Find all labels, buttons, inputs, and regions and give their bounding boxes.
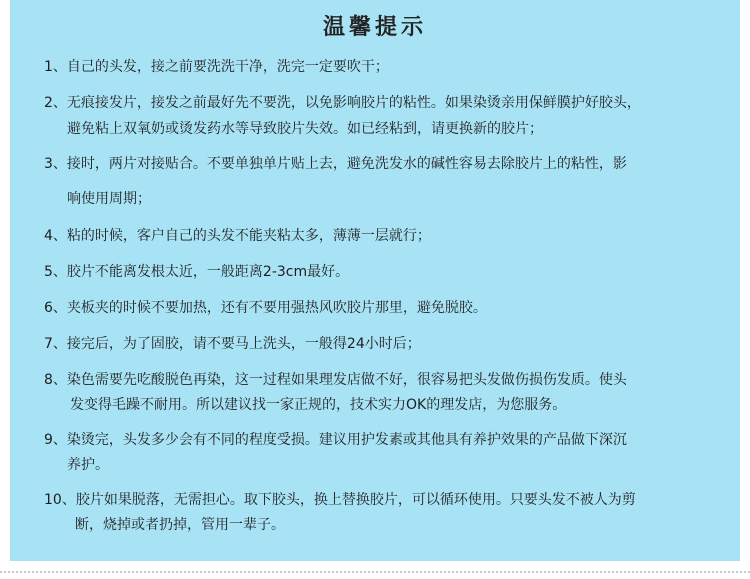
notice-line: 6、夹板夹的时候不要加热，还有不要用强热风吹胶片那里，避免脱胶。 <box>44 300 487 316</box>
notice-line: 1、自己的头发，接之前要洗洗干净，洗完一定要吹干； <box>44 59 389 75</box>
notice-line: 9、染烫完，头发多少会有不同的程度受损。建议用护发素或其他具有养护效果的产品做下深沉 <box>44 432 627 448</box>
notice-line: 8、染色需要先吃酸脱色再染，这一过程如果理发店做不好，很容易把头发做伤损伤发质。使头 <box>44 372 627 388</box>
notice-title: 温馨提示 <box>322 14 427 40</box>
notice-line: 5、胶片不能离发根太近，一般距离2-3cm最好。 <box>44 264 350 280</box>
notice-line: 响使用周期； <box>67 191 151 207</box>
notice-line: 2、无痕接发片，接发之前最好先不要洗，以免影响胶片的粘性。如果染烫亲用保鲜膜护好胶头， <box>44 95 641 111</box>
notice-line: 避免粘上双氧奶或烫发药水等导致胶片失效。如已经粘到，请更换新的胶片； <box>67 121 543 137</box>
notice-panel <box>10 0 740 561</box>
notice-line: 断，烧掉或者扔掉，管用一辈子。 <box>75 517 285 533</box>
notice-line: 7、接完后，为了固胶，请不要马上洗头，一般得24小时后； <box>44 336 421 352</box>
notice-line: 10、胶片如果脱落，无需担心。取下胶头，换上替换胶片，可以循环使用。只要头发不被人为剪 <box>44 492 636 508</box>
notice-line: 4、粘的时候，客户自己的头发不能夹粘太多，薄薄一层就行； <box>44 228 431 244</box>
notice-line: 3、接时，两片对接贴合。不要单独单片贴上去，避免洗发水的碱性容易去除胶片上的粘性，影 <box>44 156 627 172</box>
dotted-divider <box>0 571 750 573</box>
notice-line: 养护。 <box>67 457 109 473</box>
notice-line: 发变得毛躁不耐用。所以建议找一家正规的，技术实力OK的理发店，为您服务。 <box>70 397 567 413</box>
